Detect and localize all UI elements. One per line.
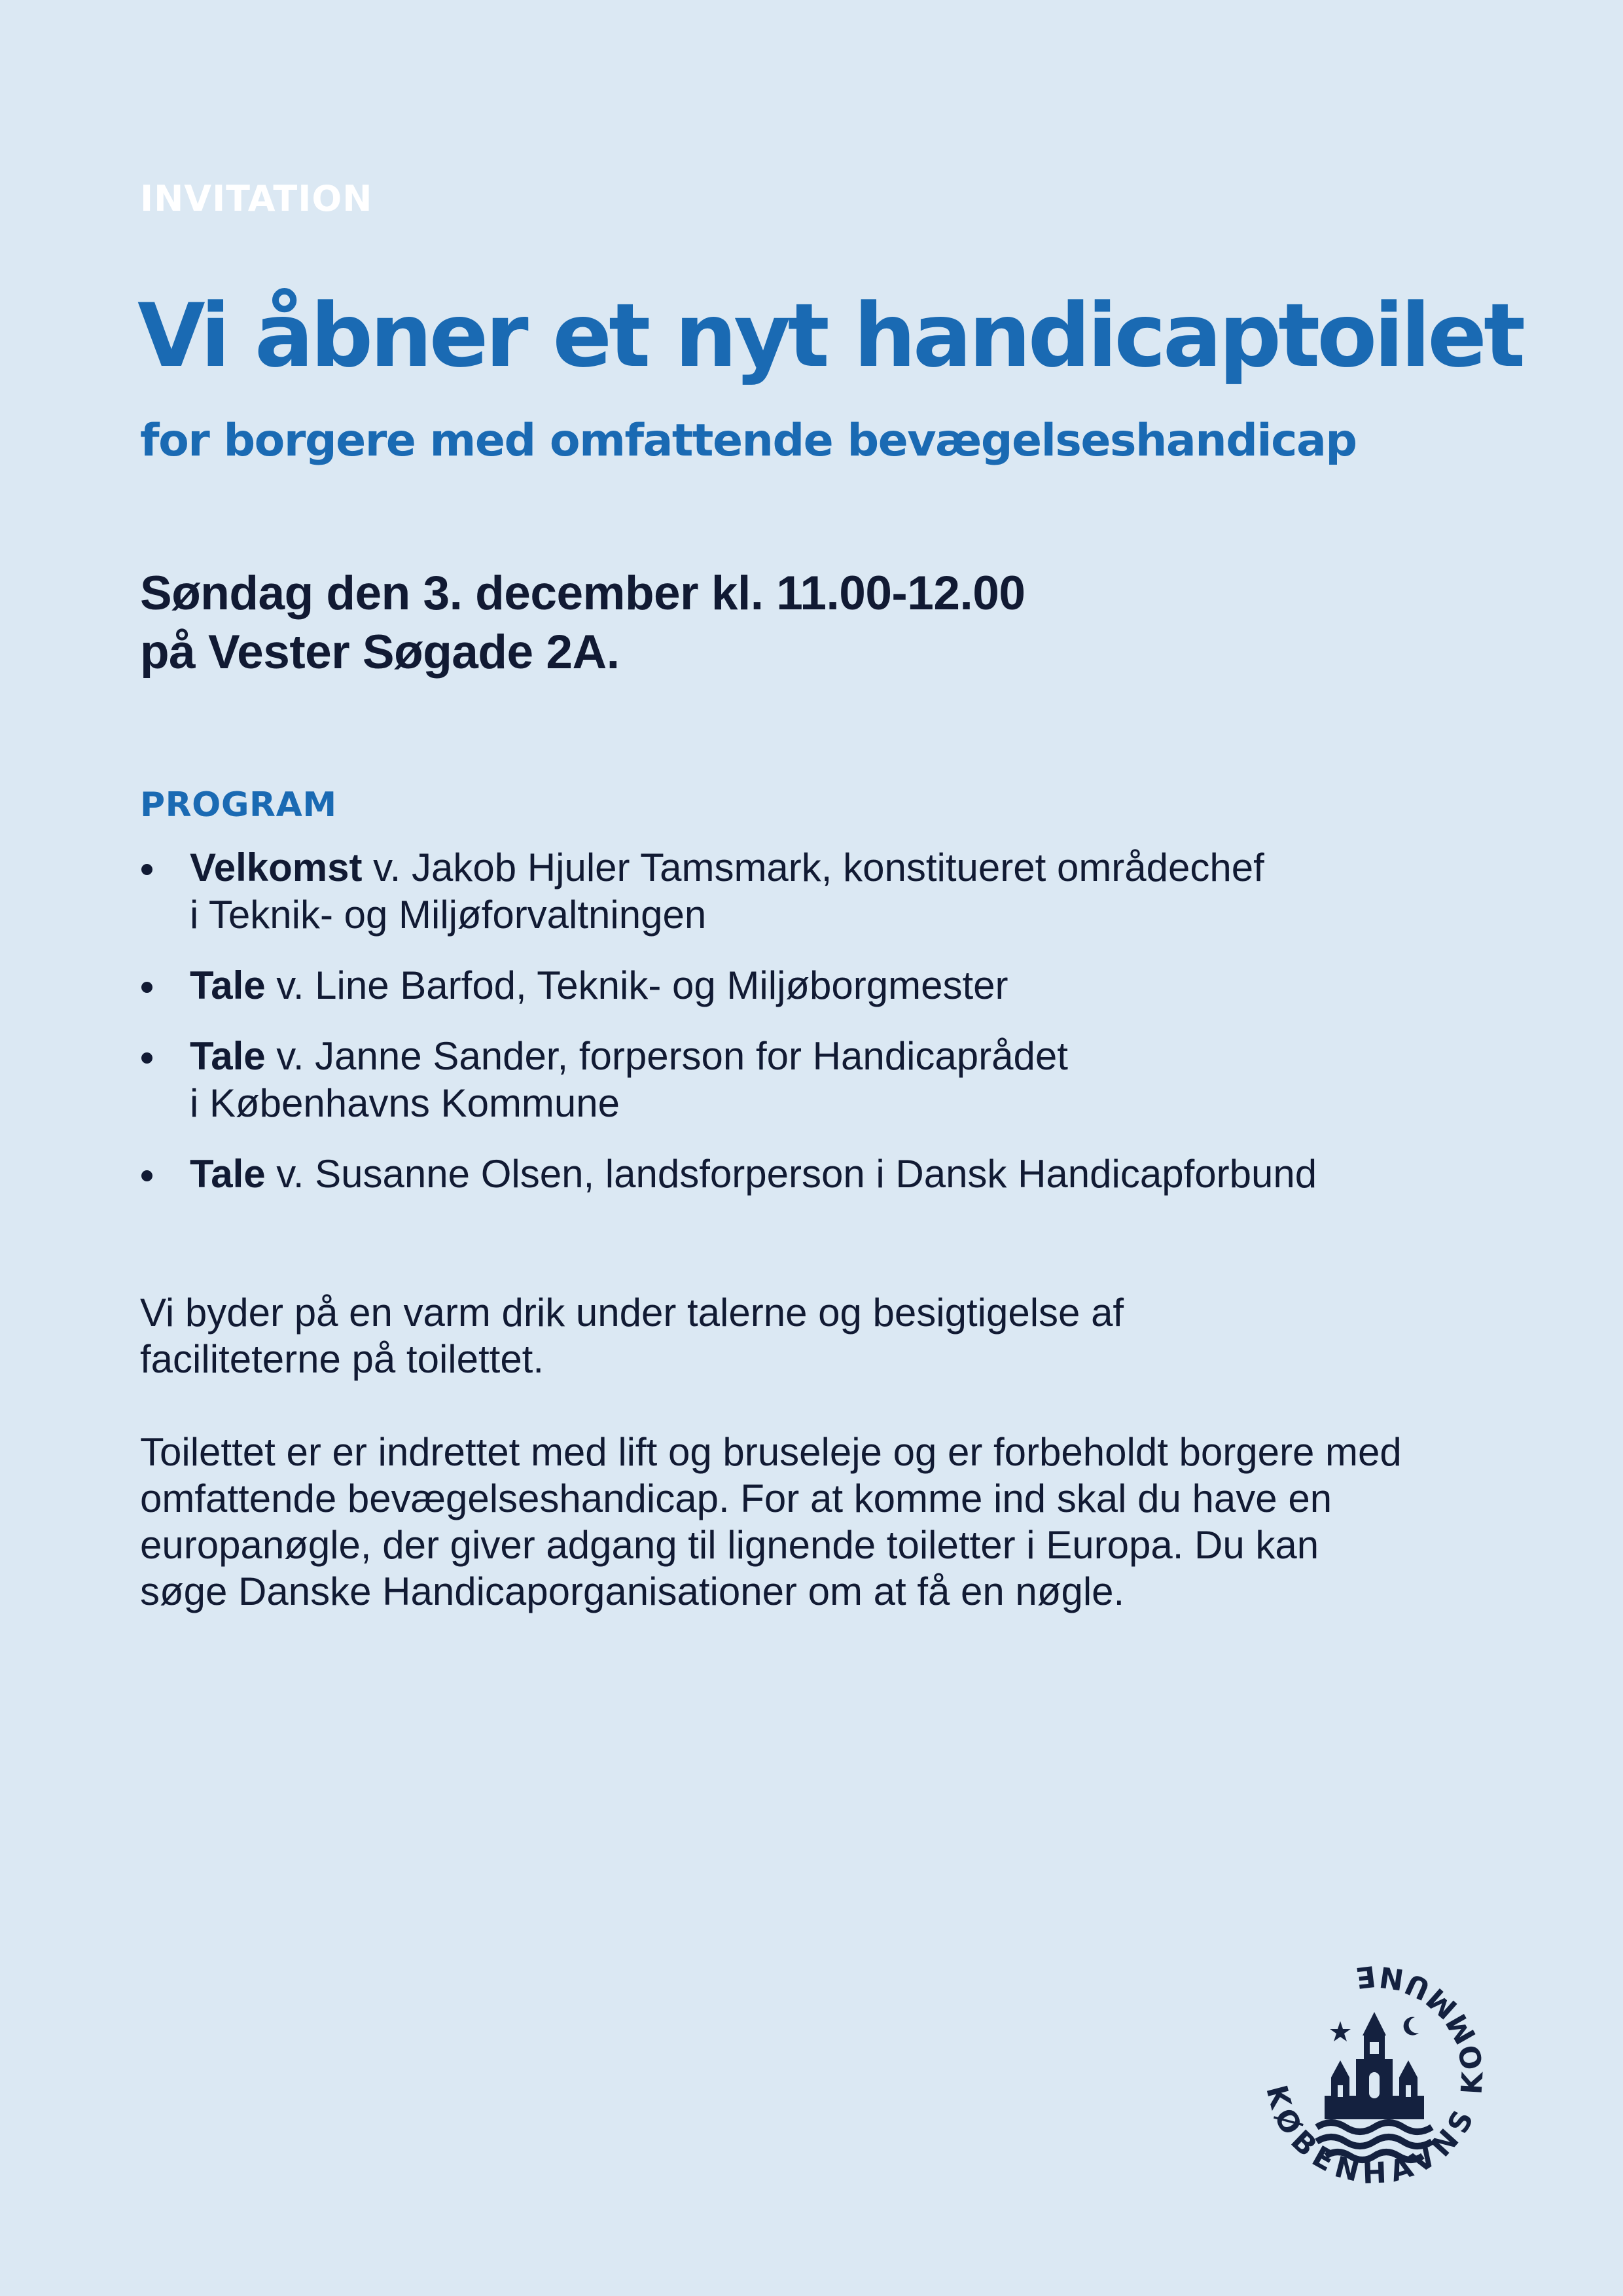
invitation-label: INVITATION bbox=[140, 178, 373, 219]
toilet-info-paragraph bbox=[140, 1429, 1501, 1615]
program-item-text: v. Janne Sander, forperson for Handicaprådet bbox=[265, 1034, 1068, 1078]
paragraph-line: søge Danske Handicaporganisationer om at få en nøgle. bbox=[140, 1570, 1125, 1613]
bullet-icon bbox=[141, 982, 152, 993]
program-item bbox=[140, 962, 1514, 1009]
event-date-time: Søndag den 3. december kl. 11.00-12.00 bbox=[140, 567, 1026, 620]
program-item bbox=[140, 1151, 1514, 1198]
program-item-text: v. Susanne Olsen, landsforperson i Dansk Handicapforbund bbox=[265, 1152, 1317, 1196]
program-item-lead: Velkomst bbox=[190, 846, 363, 889]
copenhagen-municipality-logo bbox=[1243, 1944, 1505, 2206]
page-title: Vi åbner et nyt handicaptoilet bbox=[137, 285, 1523, 387]
bullet-icon bbox=[141, 1052, 152, 1064]
paragraph-line: Vi byder på en varm drik under talerne og besigtigelse af bbox=[140, 1291, 1124, 1335]
program-item bbox=[140, 844, 1514, 939]
svg-text:KØBENHAVNS KOMMUNE: KØBENHAVNS KOMMUNE bbox=[1259, 1958, 1491, 2191]
program-item-lead: Tale bbox=[190, 1034, 266, 1078]
program-item-text-cont: i Københavns Kommune bbox=[190, 1081, 620, 1125]
refreshments-paragraph bbox=[140, 1289, 1501, 1382]
program-item-text: v. Line Barfod, Teknik- og Miljøborgmester bbox=[265, 963, 1008, 1007]
program-item-text-cont: i Teknik- og Miljøforvaltningen bbox=[190, 893, 707, 937]
paragraph-line: europanøgle, der giver adgang til lignende toiletter i Europa. Du kan bbox=[140, 1523, 1319, 1567]
page-subtitle: for borgere med omfattende bevægelseshandicap bbox=[140, 415, 1357, 467]
program-item-lead: Tale bbox=[190, 963, 266, 1007]
program-heading: PROGRAM bbox=[140, 785, 337, 825]
bullet-icon bbox=[141, 1170, 152, 1181]
paragraph-line: Toilettet er er indrettet med lift og bruseleje og er forbeholdt borgere med bbox=[140, 1430, 1402, 1474]
program-list bbox=[140, 844, 1514, 1221]
copenhagen-municipality-crest-icon bbox=[1243, 1944, 1505, 2206]
bullet-icon bbox=[141, 864, 152, 875]
program-item-text: v. Jakob Hjuler Tamsmark, konstitueret områdechef bbox=[362, 846, 1264, 889]
event-location: på Vester Søgade 2A. bbox=[140, 626, 620, 679]
event-time-place bbox=[140, 564, 1025, 682]
program-item bbox=[140, 1033, 1514, 1127]
paragraph-line: omfattende bevægelseshandicap. For at komme ind skal du have en bbox=[140, 1477, 1332, 1520]
paragraph-line: faciliteterne på toilettet. bbox=[140, 1337, 544, 1381]
program-item-lead: Tale bbox=[190, 1152, 266, 1196]
